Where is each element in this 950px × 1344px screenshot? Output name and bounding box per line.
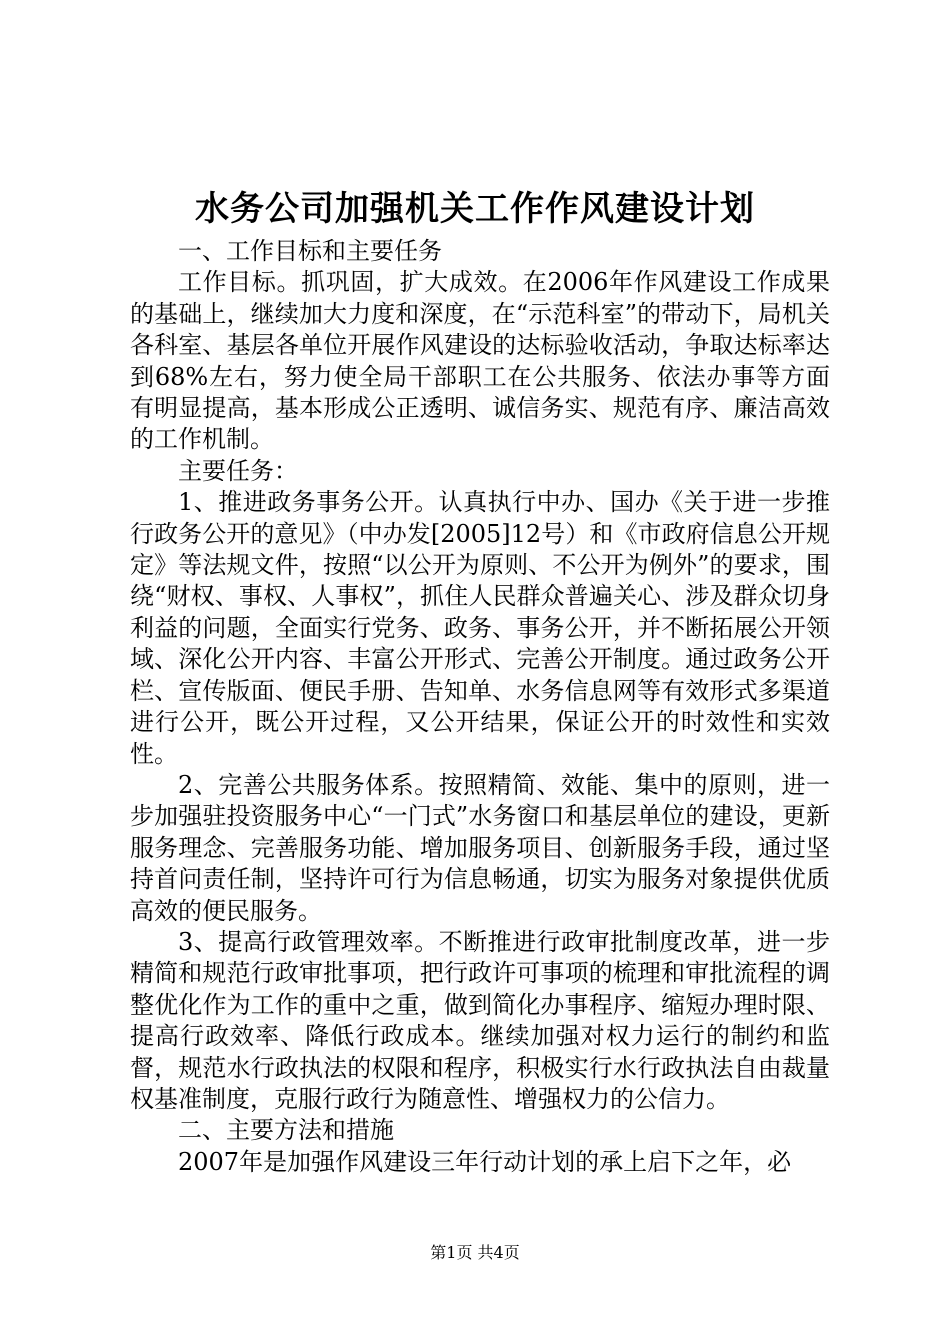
paragraph-task-3: 3、提高行政管理效率。不断推进行政审批制度改革，进一步精简和规范行政审批事项，把行政许可事项的梳理和审批流程的调整优化作为工作的重中之重，做到简化办事程序、缩短办理时限、提高行政效率、降低行政成本。继续加强对权力运行的制约和监督，规范水行政执法的权限和程序，积极实行水行政执法自由裁量权基准制度，克服行政行为随意性、增强权力的公信力。 xyxy=(130,927,830,1113)
paragraph-task-1: 1、推进政务事务公开。认真执行中办、国办《关于进一步推行政务公开的意见》（中办发[2005]12号）和《市政府信息公开规定》等法规文件，按照“以公开为原则、不公开为例外”的要求，围绕“财权、事权、人事权”，抓住人民群众普遍关心、涉及群众切身利益的问题，全面实行党务、政务、事务公开，并不断拓展公开领域、深化公开内容、丰富公开形式、完善公开制度。通过政务公开栏、宣传版面、便民手册、告知单、水务信息网等有效形式多渠道进行公开，既公开过程，又公开结果，保证公开的时效性和实效性。 xyxy=(130,488,830,768)
paragraph-work-goal: 工作目标。抓巩固，扩大成效。在2006年作风建设工作成果的基础上，继续加大力度和深度，在“示范科室”的带动下，局机关各科室、基层各单位开展作风建设的达标验收活动，争取达标率达到68%左右，努力使全局干部职工在公共服务、依法办事等方面有明显提高，基本形成公正透明、诚信务实、规范有序、廉洁高效的工作机制。 xyxy=(130,268,830,454)
document-title: 水务公司加强机关工作作风建设计划 xyxy=(195,189,755,229)
paragraph-task-2: 2、完善公共服务体系。按照精简、效能、集中的原则，进一步加强驻投资服务中心“一门式”水务窗口和基层单位的建设，更新服务理念、完善服务功能、增加服务项目、创新服务手段，通过坚持首问责任制，坚持许可行为信息畅通，切实为服务对象提供优质高效的便民服务。 xyxy=(130,770,830,925)
section-heading-2: 二、主要方法和措施 xyxy=(178,1116,394,1145)
page-footer: 第1页 共4页 xyxy=(430,1243,520,1262)
subheading-main-tasks: 主要任务： xyxy=(178,456,298,485)
paragraph-2007-intro: 2007年是加强作风建设三年行动计划的承上启下之年，必 xyxy=(178,1147,792,1176)
document-body xyxy=(130,236,830,1178)
section-heading-1: 一、工作目标和主要任务 xyxy=(178,237,442,265)
